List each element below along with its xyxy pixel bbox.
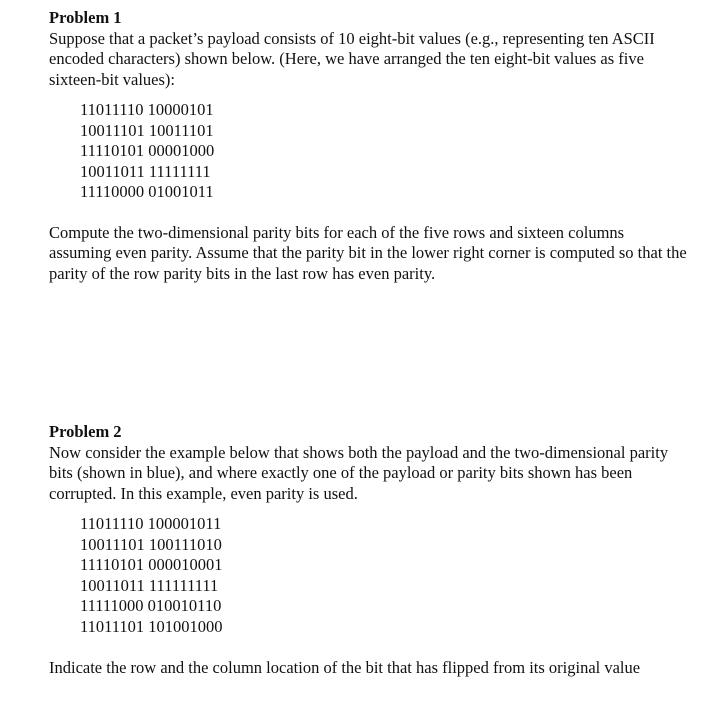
problem-1-intro: Suppose that a packet’s payload consists of 10 eight-bit values (e.g., representing ten ASCII encoded characters) shown below. (Here, we have arranged the ten eight-bit values as five sixteen-bit values): [49, 28, 655, 89]
parity-row: 11011110 100001011 [80, 514, 222, 533]
payload-row: 11110000 01001011 [80, 182, 214, 201]
parity-row: 11110101 000010001 [80, 555, 223, 574]
problem-2-title: Problem 2 [49, 422, 122, 441]
parity-row: 10011011 111111111 [80, 575, 219, 595]
payload-row: 10011011 11111111 [80, 161, 211, 181]
payload-row: 10011101 10011101 [80, 120, 214, 140]
payload-row: 11110101 00001000 [80, 141, 215, 160]
parity-row: 11111000 010010110 [80, 596, 222, 615]
problem-2 [49, 422, 689, 679]
problem-1-payload-bits [80, 100, 689, 203]
problem-1-question: Compute the two-dimensional parity bits for each of the five rows and sixteen columns assuming even parity. Assume that the parity bit in the lower right corner is computed so that the parity of the row parity bits in the last row has even parity. [49, 222, 687, 283]
problem-2-payload-and-parity-bits [80, 514, 689, 637]
problem-1-title: Problem 1 [49, 8, 122, 27]
parity-row: 11011101 101001000 [80, 616, 223, 636]
parity-row: 10011101 100111010 [80, 534, 222, 554]
problem-1 [49, 8, 689, 284]
problem-2-intro: Now consider the example below that shows both the payload and the two-dimensional parity bits (shown in blue), and where exactly one of the payload or parity bits shown has been corrupted. In this example, even parity is used. [49, 442, 669, 503]
problem-2-question: Indicate the row and the column location of the bit that has flipped from its original value [49, 658, 641, 677]
payload-row: 11011110 10000101 [80, 100, 214, 119]
